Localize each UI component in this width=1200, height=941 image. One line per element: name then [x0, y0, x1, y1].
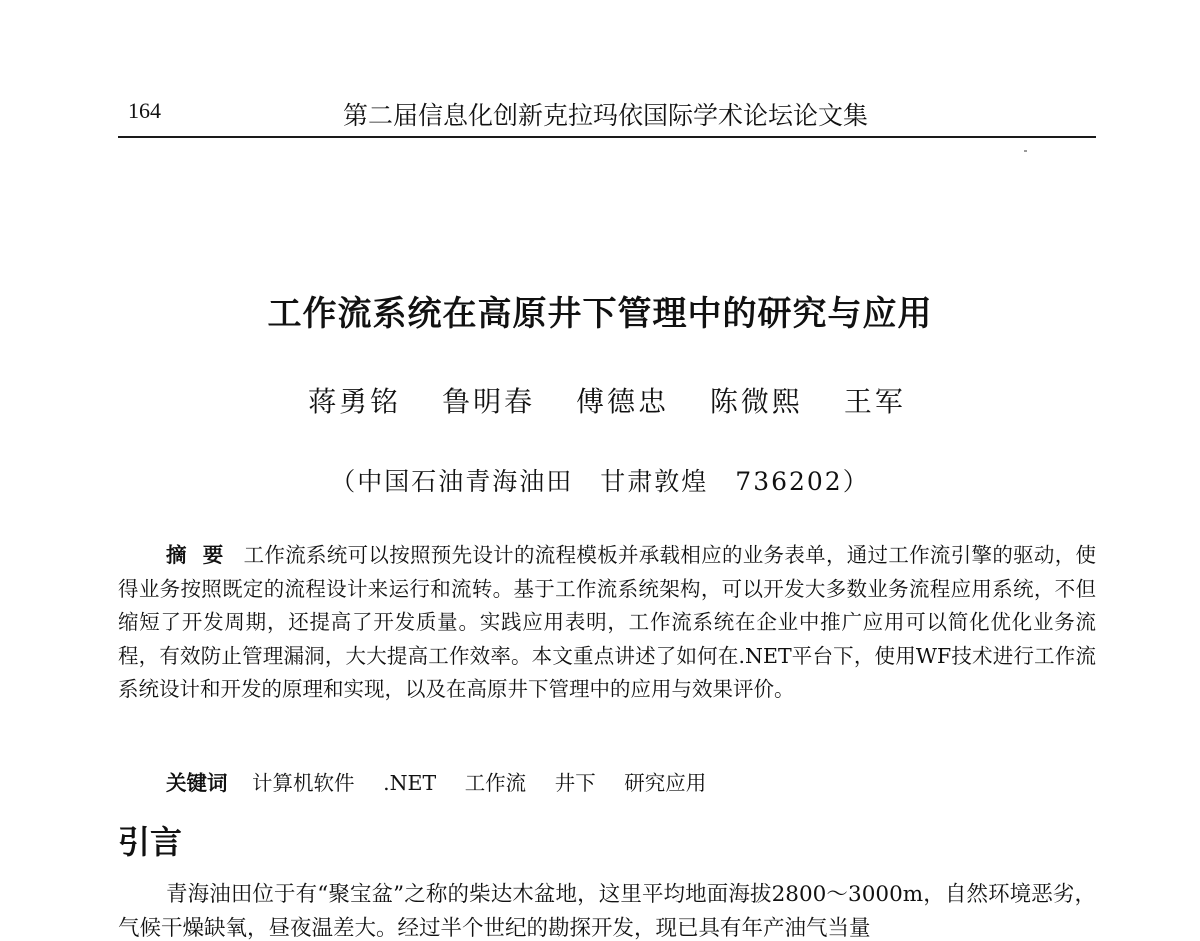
author-name: 蒋勇铭	[308, 385, 402, 418]
scan-speck	[1024, 150, 1027, 152]
keyword: 计算机软件	[252, 771, 355, 795]
author-list	[0, 380, 1200, 420]
abstract-label: 摘要	[166, 543, 240, 567]
page-number: 164	[128, 98, 161, 123]
abstract	[118, 539, 1096, 707]
abstract-text: 工作流系统可以按照预先设计的流程模板并承载相应的业务表单，通过工作流引擎的驱动，使得业务按照既定的流程设计来运行和流转。基于工作流系统架构，可以开发大多数业务流程应用系统，不但缩短了开发周期，还提高了开发质量。实践应用表明，工作流系统在企业中推广应用可以简化优化业务流程，有效防止管理漏洞，大大提高工作效率。本文重点讲述了如何在.NET平台下，使用WF技术进行工作流系统设计和开发的原理和实现，以及在高原井下管理中的应用与效果评价。	[118, 543, 1097, 702]
section-heading: 引言	[118, 823, 183, 861]
author-name: 傅德忠	[575, 385, 669, 418]
keywords	[166, 767, 1096, 800]
affiliation: （中国石油青海油田 甘肃敦煌 736202）	[330, 467, 870, 496]
author-name: 鲁明春	[442, 385, 536, 418]
journal-title: 第二届信息化创新克拉玛依国际学术论坛论文集	[343, 101, 869, 130]
author-name: 陈微熙	[709, 385, 803, 418]
keywords-label: 关键词	[166, 771, 228, 795]
keyword: 工作流	[464, 771, 527, 795]
keyword: .NET	[383, 771, 437, 795]
section-body-text: 青海油田位于有“聚宝盆”之称的柴达木盆地，这里平均地面海拔2800～3000m，自然环境恶劣，气候干燥缺氧，昼夜温差大。经过半个世纪的勘探开发，现已具有年产油气当量	[118, 882, 1096, 941]
author-name: 王军	[843, 385, 906, 418]
running-header	[118, 92, 1096, 138]
keyword: 井下	[554, 771, 596, 795]
paper-title: 工作流系统在高原井下管理中的研究与应用	[267, 294, 933, 334]
keyword: 研究应用	[624, 771, 707, 795]
